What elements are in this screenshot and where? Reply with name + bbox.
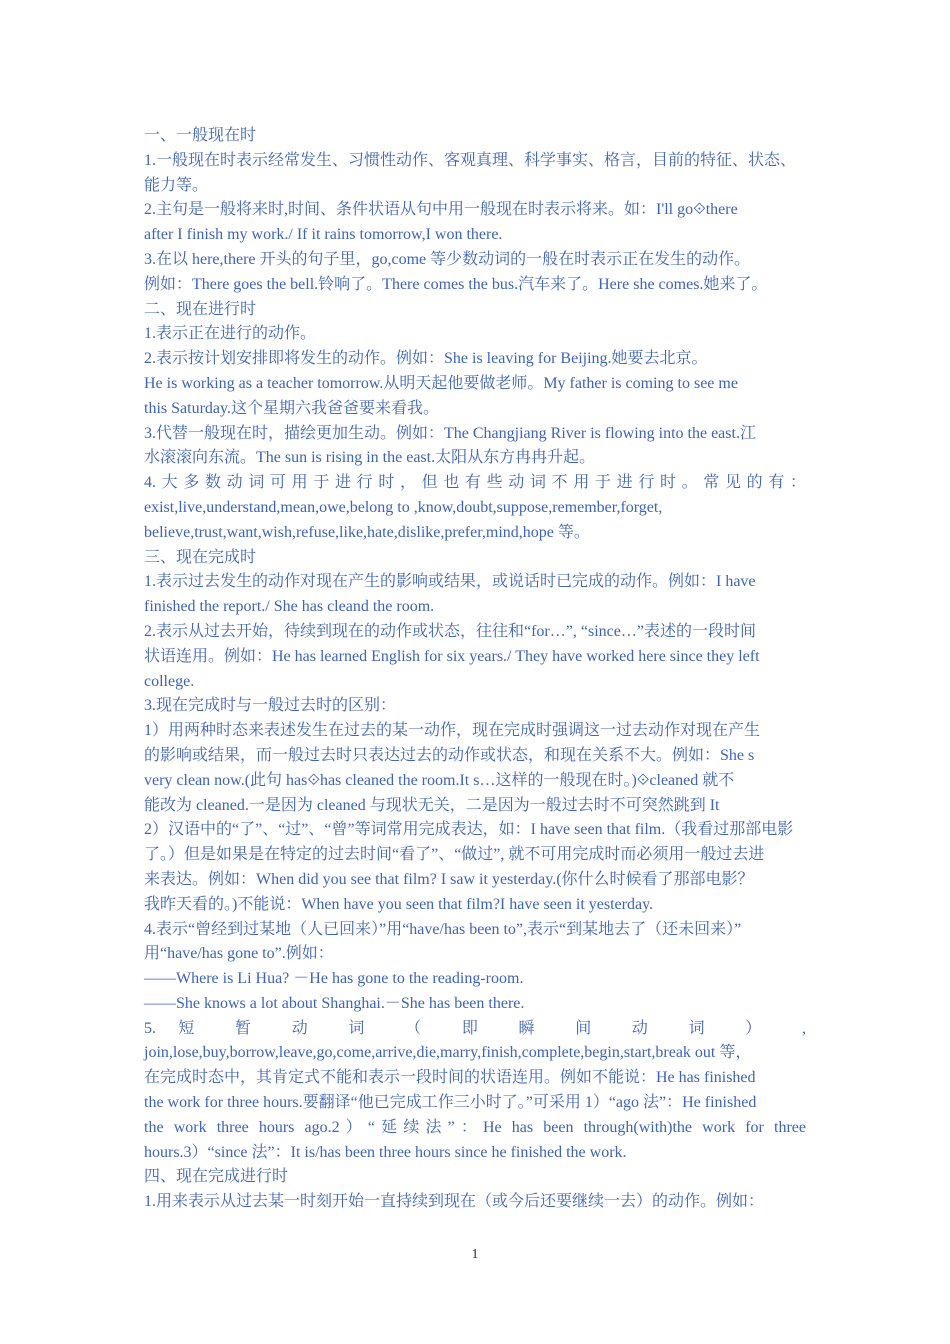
text-line: 的影响或结果，而一般过去时只表达过去的动作或状态，和现在关系不大。例如：She s <box>144 746 755 764</box>
text-line: 四、现在完成进行时 <box>144 1168 289 1186</box>
text-line: very clean now.(此句 has⟐has cleaned the room.It s…这样的一般现在时。)⟐cleaned 就不 <box>144 771 735 789</box>
text-line: 用“have/has gone to”.例如： <box>144 945 334 963</box>
text-line: 1.一般现在时表示经常发生、习惯性动作、客观真理、科学事实、格言，目前的特征、状态、 <box>144 151 797 169</box>
text-line: 状语连用。例如：He has learned English for six years./ They have worked here since they left <box>144 647 760 665</box>
text-line: 二、现在进行时 <box>144 300 257 318</box>
text-line: believe,trust,want,wish,refuse,like,hate,dislike,prefer,mind,hope 等。 <box>144 523 590 541</box>
text-line: exist,live,understand,mean,owe,belong to ,know,doubt,suppose,remember,forget, <box>144 498 663 516</box>
text-line: 1.表示正在进行的动作。 <box>144 325 317 343</box>
text-line: this Saturday.这个星期六我爸爸要来看我。 <box>144 399 439 417</box>
text-line: 1.用来表示从过去某一时刻开始一直持续到现在（或今后还要继续一去）的动作。例如： <box>144 1193 765 1211</box>
text-line: college. <box>144 672 195 690</box>
page-number: 1 <box>471 1247 479 1262</box>
text-line: the work for three hours.要翻译“他已完成工作三小时了。”可采用 1）“ago 法”：He finished <box>144 1094 757 1112</box>
text-line: 2.表示从过去开始，待续到现在的动作或状态，往往和“for…”, “since…”表述的一段时间 <box>144 622 756 640</box>
text-line: ——She knows a lot about Shanghai.－She has been there. <box>144 994 525 1012</box>
text-line: hours.3）“since 法”：It is/has been three hours since he finished the work. <box>144 1143 627 1161</box>
text-line: 水滚滚向东流。The sun is rising in the east.太阳从东方冉冉升起。 <box>144 449 596 467</box>
text-line: 5. 短 暂 动 词 （ 即 瞬 间 动 词 ） , <box>144 1019 806 1037</box>
text-line: 4.大多数动词可用于进行时，但也有些动词不用于进行时。常见的有： <box>144 474 806 492</box>
text-line: 在完成时态中，其肯定式不能和表示一段时间的状语连用。例如不能说：He has finished <box>144 1069 756 1087</box>
text-line: 了。）但是如果是在特定的过去时间“看了”、“做过”, 就不可用完成时而必须用一般过去进 <box>144 846 765 864</box>
text-line: 3.现在完成时与一般过去时的区别： <box>144 697 397 715</box>
text-line: 3.在以 here,there 开头的句子里，go,come 等少数动词的一般在时表示正在发生的动作。 <box>144 250 751 268</box>
text-line: He is working as a teacher tomorrow.从明天起他要做老师。My father is coming to see me <box>144 374 738 392</box>
text-line: 3.代替一般现在时，描绘更加生动。例如：The Changjiang River is flowing into the east.江 <box>144 424 756 442</box>
text-line: 例如：There goes the bell.铃响了。There comes the bus.汽车来了。Here she comes.她来了。 <box>144 275 768 293</box>
text-line: 1.表示过去发生的动作对现在产生的影响或结果，或说话时已完成的动作。例如：I have <box>144 573 756 591</box>
text-line: 三、现在完成时 <box>144 548 257 566</box>
text-line: 2.表示按计划安排即将发生的动作。例如：She is leaving for Beijing.她要去北京。 <box>144 350 708 368</box>
text-line: 来表达。例如：When did you see that film? I saw it yesterday.(你什么时候看了那部电影？ <box>144 870 754 888</box>
text-line: after I finish my work./ If it rains tomorrow,I won there. <box>144 226 503 244</box>
text-line: 2.主句是一般将来时,时间、条件状语从句中用一般现在时表示将来。如：I'll go⟐there <box>144 201 738 219</box>
text-line: ——Where is Li Hua? －He has gone to the reading-room. <box>144 970 524 988</box>
text-line: 一、一般现在时 <box>144 127 257 144</box>
text-line: join,lose,buy,borrow,leave,go,come,arrive,die,marry,finish,complete,begin,start,break out 等， <box>144 1044 752 1062</box>
text-line: 我昨天看的。)不能说：When have you seen that film?I have seen it yesterday. <box>144 895 654 913</box>
text-line: finished the report./ She has cleand the room. <box>144 598 435 616</box>
text-line: 4.表示“曾经到过某地（人已回来）”用“have/has been to”,表示“到某地去了（还未回来）” <box>144 920 742 938</box>
text-line: 能力等。 <box>144 176 209 194</box>
text-line: 2）汉语中的“了”、“过”、“曾”等词常用完成表达，如：I have seen that film.（我看过那部电影 <box>144 821 794 839</box>
text-line: 1）用两种时态来表述发生在过去的某一动作，现在完成时强调这一过去动作对现在产生 <box>144 722 761 740</box>
document-body <box>144 124 806 1215</box>
text-line: the work three hours ago.2）“延续法”：He has been through(with)the work for three <box>144 1118 806 1136</box>
text-line: 能改为 cleaned.一是因为 cleaned 与现状无关，二是因为一般过去时不可突然跳到 It <box>144 796 720 814</box>
